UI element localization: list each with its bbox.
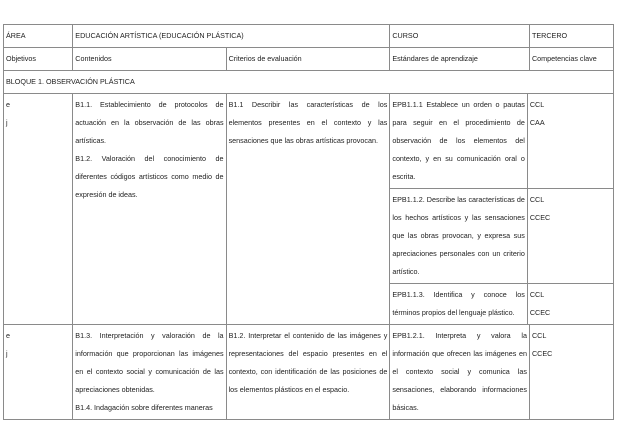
competence: CCL (529, 290, 545, 299)
column-header-row (4, 48, 614, 71)
competence: CCL (531, 331, 547, 340)
objectives-cell (4, 94, 73, 325)
curriculum-table (3, 24, 614, 420)
competence: CCEC (529, 308, 551, 317)
competences-cell (527, 94, 613, 189)
contents-cell (73, 94, 226, 325)
content-item: B1.2. Valoración del conocimiento de diferentes códigos artísticos como medio de expresión de ideas. (75, 154, 224, 199)
criteria-cell: B1.1 Describir las características de los elementos presentes en el contexto y las sensaciones que las obras artísticas provocan. (226, 94, 390, 325)
standard-text: EPB1.1.2. Describe las características de los hechos artísticos y las sensaciones que las obras provocan, y expresa sus apreciaciones personales con un criterio artístico. (390, 189, 527, 284)
block-row (4, 71, 614, 94)
column-header: Criterios de evaluación (226, 48, 390, 71)
competence: CCL (529, 195, 545, 204)
competence: CAA (529, 118, 545, 127)
standard-text: EPB1.1.1 Establece un orden o pautas para seguir en el procedimiento de observación de los elementos del contexto, y en su comunicación oral o escrita. (390, 94, 527, 189)
content-item: B1.4. Indagación sobre diferentes maneras (75, 403, 213, 412)
block-title: BLOQUE 1. OBSERVACIÓN PLÁSTICA (4, 71, 614, 94)
objectives-cell (4, 325, 73, 420)
area-value: EDUCACIÓN ARTÍSTICA (EDUCACIÓN PLÁSTICA) (73, 25, 390, 48)
competence: CCEC (529, 213, 551, 222)
column-header: Estándares de aprendizaje (390, 48, 530, 71)
header-row (4, 25, 614, 48)
course-value: TERCERO (529, 25, 613, 48)
standards-group (390, 94, 614, 325)
column-header: Competencias clave (529, 48, 613, 71)
column-header: Contenidos (73, 48, 226, 71)
area-label: ÁREA (4, 25, 73, 48)
competences-cell (527, 284, 613, 325)
content-item: B1.1. Establecimiento de protocolos de actuación en la observación de las obras artísticas. (75, 100, 224, 145)
standard-text: EPB1.1.3. Identifica y conoce los términos propios del lenguaje plástico. (390, 284, 527, 325)
contents-cell (73, 325, 226, 420)
content-item: B1.3. Interpretación y valoración de la información que proporcionan las imágenes en el contexto social y comunicación de las apreciaciones obtenidas. (75, 331, 224, 394)
objective: j (6, 118, 8, 127)
objective: e (6, 331, 10, 340)
objective: e (6, 100, 10, 109)
competence: CCEC (531, 349, 553, 358)
competences-cell (527, 189, 613, 284)
standard-text: EPB1.2.1. Interpreta y valora la información que ofrecen las imágenes en el contexto social y comunica las sensaciones, elaborando informaciones básicas. (390, 325, 530, 420)
table-row (4, 325, 614, 420)
criteria-cell: B1.2. Interpretar el contenido de las imágenes y representaciones del espacio presentes en el contexto, con identificación de las posiciones de los elementos plásticos en el espacio. (226, 325, 390, 420)
course-label: CURSO (390, 25, 530, 48)
column-header: Objetivos (4, 48, 73, 71)
competences-cell (529, 325, 613, 420)
objective: j (6, 349, 8, 358)
table-row (4, 94, 614, 325)
competence: CCL (529, 100, 545, 109)
